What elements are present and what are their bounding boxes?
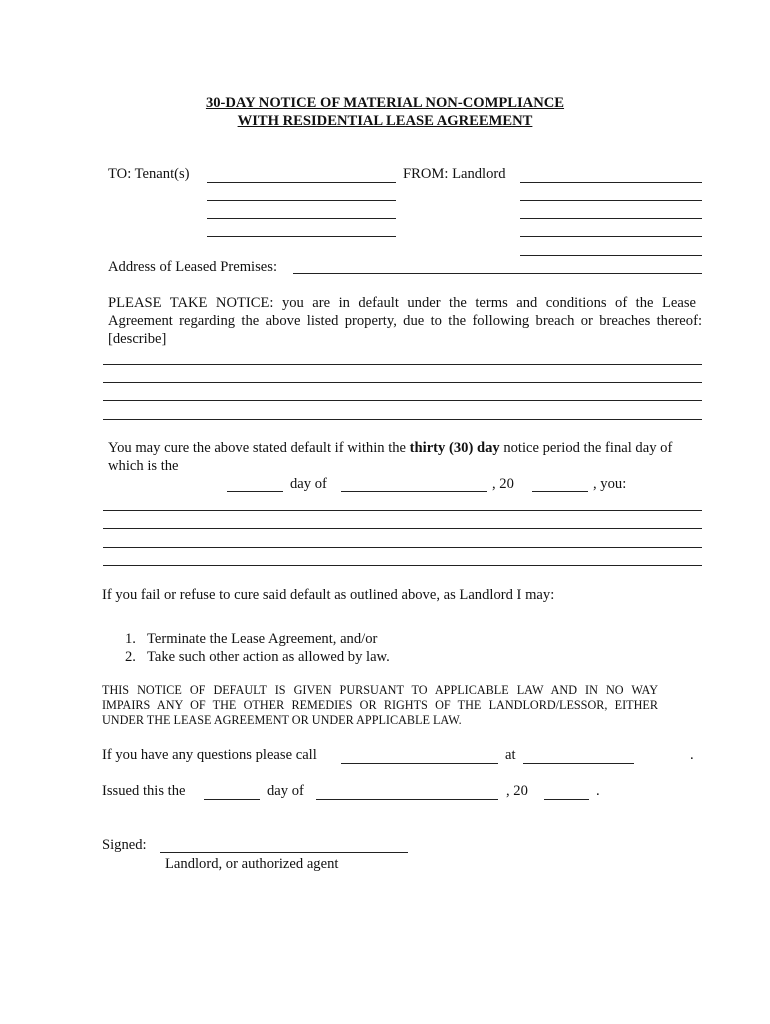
landlord-line-4[interactable] (520, 236, 702, 237)
notice-line-2: Agreement regarding the above listed property, due to the following breach or breaches thereof: (108, 313, 702, 329)
signed-label: Signed: (102, 837, 147, 853)
issued-day-line[interactable] (204, 799, 260, 800)
cure-line-1 (108, 439, 672, 457)
questions-at: at (505, 747, 516, 763)
tenant-line-1[interactable] (207, 182, 396, 183)
describe-line-2[interactable] (103, 382, 702, 383)
cure-month-line[interactable] (341, 491, 487, 492)
title-line-2: WITH RESIDENTIAL LEASE AGREEMENT (237, 113, 533, 129)
issued-year-line[interactable] (544, 799, 589, 800)
notice-line-3: [describe] (108, 331, 167, 347)
signature-caption: Landlord, or authorized agent (165, 856, 339, 872)
describe-line-3[interactable] (103, 400, 702, 401)
questions-label: If you have any questions please call (102, 747, 317, 763)
option-2-text: Take such other action as allowed by law. (147, 649, 390, 665)
cure-bold: thirty (30) day (409, 440, 500, 456)
issued-month-line[interactable] (316, 799, 498, 800)
to-tenants-label: TO: Tenant(s) (108, 166, 190, 182)
caps-notice-line-2: IMPAIRS ANY OF THE OTHER REMEDIES OR RIGHTS OF THE LANDLORD/LESSOR, EITHER (102, 698, 658, 712)
tenant-line-4[interactable] (207, 236, 396, 237)
describe-line-4[interactable] (103, 419, 702, 420)
fail-text: If you fail or refuse to cure said default as outlined above, as Landlord I may: (102, 587, 555, 603)
cure-action-line-4[interactable] (103, 565, 702, 566)
signature-line[interactable] (160, 852, 408, 853)
cure-day-line[interactable] (227, 491, 283, 492)
landlord-line-5[interactable] (520, 255, 702, 256)
tenant-line-2[interactable] (207, 200, 396, 201)
describe-line-1[interactable] (103, 364, 702, 365)
cure-action-line-1[interactable] (103, 510, 702, 511)
cure-day-of: day of (290, 476, 327, 492)
caps-notice-line-3: UNDER THE LEASE AGREEMENT OR UNDER APPLICABLE LAW. (102, 713, 462, 727)
issued-label: Issued this the (102, 783, 186, 799)
caps-notice-line-1: THIS NOTICE OF DEFAULT IS GIVEN PURSUANT TO APPLICABLE LAW AND IN NO WAY (102, 683, 658, 697)
cure-action-line-2[interactable] (103, 528, 702, 529)
issued-comma-20: , 20 (506, 783, 528, 799)
cure-action-line-3[interactable] (103, 547, 702, 548)
cure-comma-20: , 20 (492, 476, 514, 492)
cure-you: , you: (593, 476, 627, 492)
address-label: Address of Leased Premises: (108, 259, 278, 275)
cure-line-2: which is the (108, 458, 179, 474)
notice-line-1: PLEASE TAKE NOTICE: you are in default under the terms and conditions of the Lease (108, 295, 696, 311)
cure-year-line[interactable] (532, 491, 588, 492)
address-line[interactable] (293, 273, 702, 274)
questions-period: . (690, 747, 694, 763)
questions-phone-line[interactable] (341, 763, 498, 764)
option-2-num: 2. (125, 649, 136, 665)
landlord-line-2[interactable] (520, 200, 702, 201)
questions-at-line[interactable] (523, 763, 634, 764)
option-1-num: 1. (125, 631, 136, 647)
title-line-1: 30-DAY NOTICE OF MATERIAL NON-COMPLIANCE (205, 95, 565, 111)
cure-pre: You may cure the above stated default if within the (108, 440, 410, 456)
landlord-line-1[interactable] (520, 182, 702, 183)
issued-period: . (596, 783, 600, 799)
tenant-line-3[interactable] (207, 218, 396, 219)
option-1-text: Terminate the Lease Agreement, and/or (147, 631, 378, 647)
from-landlord-label: FROM: Landlord (403, 166, 506, 182)
cure-post: notice period the final day of (499, 440, 673, 456)
landlord-line-3[interactable] (520, 218, 702, 219)
issued-day-of: day of (267, 783, 304, 799)
